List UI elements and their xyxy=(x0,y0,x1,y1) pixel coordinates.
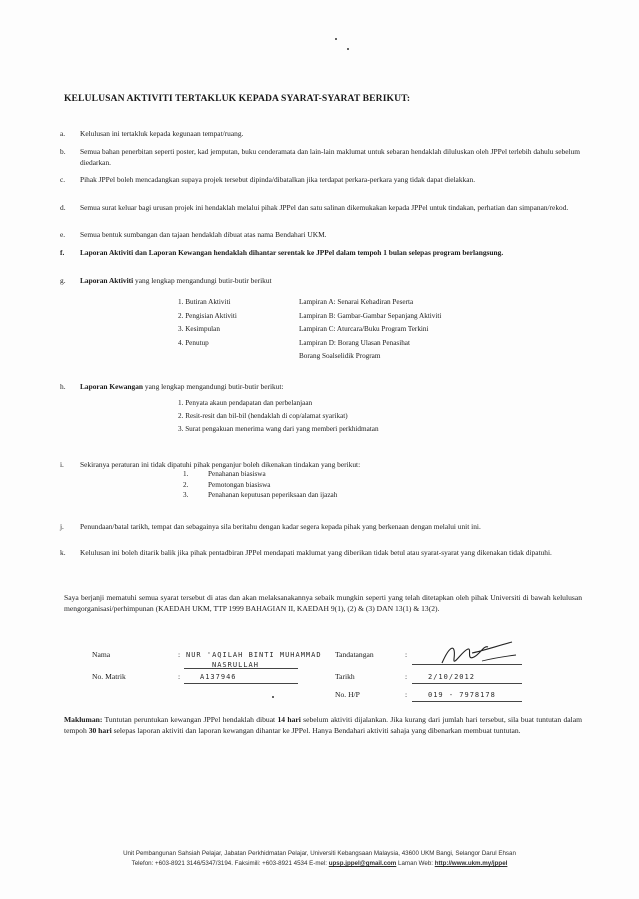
tandatangan-underline xyxy=(412,664,522,665)
signature-image xyxy=(432,639,522,671)
condition-j: j. Penundaan/batal tarikh, tempat dan sebagainya sila beritahu dengan kadar segera kepada pihak yang berkenaan dengan melalui unit ini. xyxy=(60,522,481,531)
condition-i: i. Sekiranya peraturan ini tidak dipatuhi pihak penganjur boleh dikenakan tindakan yang berikut: xyxy=(60,460,361,469)
conditions-heading: KELULUSAN AKTIVITI TERTAKLUK KEPADA SYARAT-SYARAT BERIKUT: xyxy=(64,93,411,104)
tarikh-colon: : xyxy=(405,672,408,681)
matrik-label: No. Matrik xyxy=(92,672,126,681)
matrik-value: A137946 xyxy=(200,673,237,681)
tarikh-label: Tarikh xyxy=(335,672,355,681)
declaration-paragraph: Saya berjanji mematuhi semua syarat tersebut di atas dan akan melaksanakannya sebaik mungkin seperti yang telah ditetapkan oleh pihak Universiti di bawah kelulusan mengorganisasi/perhimpunan (KAEDAH UKM, TTP 1999 BAHAGIAN II, KAEDAH 9(1), (2) & (3) DAN 13(1) & 13(2). xyxy=(64,593,582,613)
makluman-note: Makluman: Tuntutan peruntukan kewangan JPPel hendaklah dibuat 14 hari sebelum aktiviti dijalankan. Jika kurang dari jumlah hari tersebut, sila buat tuntutan dalam tempoh 30 hari selepas laporan aktiviti dan laporan kewangan dihantar ke JPPel. Hanya Bendahari aktiviti sahaja yang dibenarkan membuat tuntutan. xyxy=(64,715,582,735)
tandatangan-colon: : xyxy=(405,650,408,659)
scan-speck xyxy=(272,696,274,698)
activity-report-attachments: Lampiran A: Senarai Kehadiran Peserta Lampiran B: Gambar-Gambar Sepanjang Aktiviti Lampiran C: Aturcara/Buku Program Terkini Lampiran D: Borang Ulasan Penasihat Borang Soalselidik Program xyxy=(299,298,442,360)
condition-h: h. Laporan Kewangan yang lengkap mengandungi butir-butir berikut: xyxy=(60,382,284,391)
hp-label: No. H/P xyxy=(335,690,360,699)
condition-g: g. Laporan Aktiviti yang lengkap mengandungi butir-butir berikut xyxy=(60,276,272,285)
activity-report-contents: 1. Butiran Aktiviti 2. Pengisian Aktiviti 3. Kesimpulan 4. Penutup xyxy=(178,298,237,347)
condition-f: f. Laporan Aktiviti dan Laporan Kewangan hendaklah dihantar serentak ke JPPel dalam tempoh 1 bulan selepas program berlangsung. xyxy=(60,248,504,257)
condition-e: e. Semua bentuk sumbangan dan tajaan hendaklah dibuat atas nama Bendahari UKM. xyxy=(60,230,327,239)
nama-underline xyxy=(184,668,298,669)
penalty-list: Penahanan biasiswa Pemotongan biasiswa Penahanan keputusan peperiksaan dan ijazah xyxy=(208,470,338,499)
hp-underline xyxy=(412,701,522,702)
nama-value: NUR 'AQILAH BINTI MUHAMMAD xyxy=(186,651,322,659)
condition-b: b. Semua bahan penerbitan seperti poster, kad jemputan, buku cenderamata dan lain-lain maklumat untuk sebaran hendaklah diluluskan oleh JPPel terlebih dahulu sebelum diedarkan. xyxy=(60,147,580,167)
scan-speck xyxy=(335,38,337,40)
condition-d: d. Semua surat keluar bagi urusan projek ini hendaklah melalui pihak JPPel dan satu salinan dikemukakan kepada JPPel untuk tindakan, perhatian dan simpanan/rekod. xyxy=(60,203,569,212)
hp-value: 019 - 7978178 xyxy=(428,691,496,699)
tarikh-underline xyxy=(412,683,522,684)
nama-label: Nama xyxy=(92,650,111,659)
matrik-underline xyxy=(184,683,298,684)
nama-colon: : xyxy=(178,650,181,659)
condition-k: k. Kelulusan ini boleh ditarik balik jika pihak pentadbiran JPPel mendapati maklumat yang diberikan tidak betul atau syarat-syarat yang dikenakan tidak dipatuhi. xyxy=(60,548,552,557)
matrik-colon: : xyxy=(178,672,181,681)
hp-colon: : xyxy=(405,690,408,699)
tarikh-value: 2/10/2012 xyxy=(428,673,475,681)
footer-web-link[interactable]: http://www.ukm.my/jppel xyxy=(434,860,508,867)
tandatangan-label: Tandatangan xyxy=(335,650,374,659)
nama-value-line2: NASRULLAH xyxy=(212,661,259,669)
footer-address: Unit Pembangunan Sahsiah Pelajar, Jabatan Perkhidmatan Pelajar, Universiti Kebangsaan Malaysia, 43600 UKM Bangi, Selangor Darul Ehsan Telefon: +603-8921 3146/5347/3194. Faksimili: +603-8921 4534 E-mel: upsp.jppel@gmail.com Laman Web: http://www.ukm.my/jppel xyxy=(123,850,516,867)
condition-a: a. Kelulusan ini tertakluk kepada kegunaan tempat/ruang. xyxy=(60,129,244,138)
penalty-numbers: 1. 2. 3. xyxy=(183,470,189,499)
condition-c: c. Pihak JPPel boleh mencadangkan supaya projek tersebut dipinda/dibatalkan jika terdapat perkara-perkara yang tidak dapat dielakkan. xyxy=(60,175,476,184)
footer-email-link[interactable]: upsp.jppel@gmail.com xyxy=(328,860,397,867)
financial-report-contents: 1. Penyata akaun pendapatan dan perbelanjaan 2. Resit-resit dan bil-bil (hendaklah di cop/alamat syarikat) 3. Surat pengakuan menerima wang dari yang memberi perkhidmatan xyxy=(178,399,379,434)
scan-speck xyxy=(347,48,349,50)
